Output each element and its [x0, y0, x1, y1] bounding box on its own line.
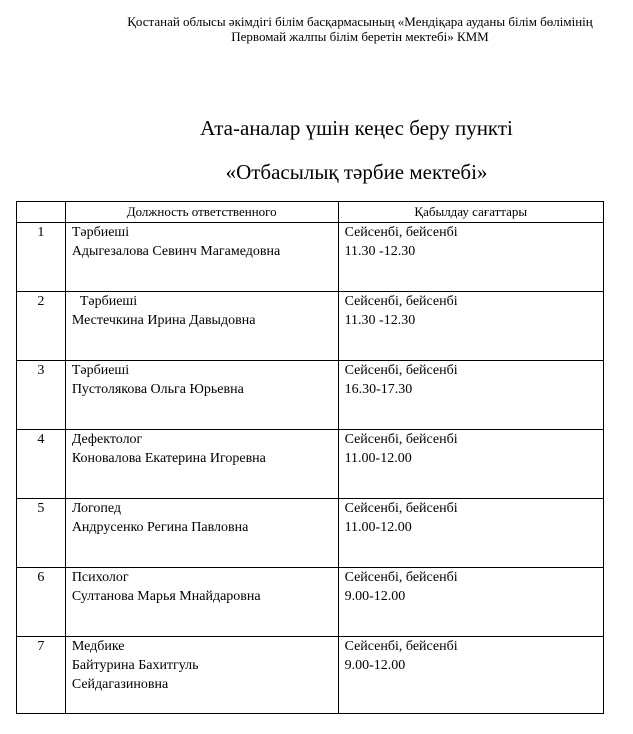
reception-time: 16.30-17.30 — [344, 382, 413, 397]
document-subtitle: «Отбасылық тәрбие мектебі» — [225, 160, 488, 184]
position-title: Психолог — [71, 570, 129, 585]
person-name: Султанова Марья Мнайдаровна — [71, 589, 261, 604]
column-header-position: Должность ответственного — [65, 202, 338, 223]
reception-hours-cell — [338, 292, 603, 361]
consultation-schedule-table — [16, 201, 604, 714]
position-title: Дефектолог — [71, 432, 143, 447]
column-header-hours: Қабылдау сағаттары — [338, 202, 603, 223]
table-row — [17, 292, 604, 361]
position-title: Логопед — [71, 501, 121, 516]
document-header — [90, 14, 630, 44]
row-number: 4 — [17, 430, 66, 499]
row-number: 7 — [17, 637, 66, 714]
person-name: Андрусенко Регина Павловна — [71, 520, 249, 535]
person-name: Коновалова Екатерина Игоревна — [71, 451, 266, 466]
responsible-person-cell — [65, 499, 338, 568]
reception-days: Сейсенбі, бейсенбі — [344, 501, 458, 516]
position-title: Тәрбиеші — [79, 294, 138, 309]
table-row — [17, 223, 604, 292]
table-row — [17, 499, 604, 568]
person-name: Местечкина Ирина Давыдовна — [71, 313, 256, 328]
table-row — [17, 361, 604, 430]
person-name: Адыгезалова Севинч Магамедовна — [71, 244, 281, 259]
reception-hours-cell — [338, 499, 603, 568]
row-number: 2 — [17, 292, 66, 361]
person-patronymic: Сейдагазиновна — [71, 677, 169, 692]
responsible-person-cell — [65, 568, 338, 637]
reception-days: Сейсенбі, бейсенбі — [344, 639, 458, 654]
column-header-number — [17, 202, 66, 223]
header-line-2: Первомай жалпы білім беретін мектебі» КММ — [231, 29, 489, 44]
row-number: 5 — [17, 499, 66, 568]
reception-days: Сейсенбі, бейсенбі — [344, 363, 458, 378]
reception-hours-cell — [338, 361, 603, 430]
table-row — [17, 568, 604, 637]
position-title: Тәрбиеші — [71, 363, 130, 378]
person-name: Байтурина Бахитгуль — [71, 658, 199, 673]
reception-hours-cell — [338, 223, 603, 292]
reception-days: Сейсенбі, бейсенбі — [344, 225, 458, 240]
reception-days: Сейсенбі, бейсенбі — [344, 432, 458, 447]
reception-time: 11.00-12.00 — [344, 451, 412, 466]
reception-time: 11.30 -12.30 — [344, 244, 416, 259]
row-number: 1 — [17, 223, 66, 292]
position-title: Тәрбиеші — [71, 225, 130, 240]
reception-time: 9.00-12.00 — [344, 589, 406, 604]
reception-days: Сейсенбі, бейсенбі — [344, 570, 458, 585]
responsible-person-cell — [65, 223, 338, 292]
table-header-row — [17, 202, 604, 223]
reception-hours-cell — [338, 568, 603, 637]
responsible-person-cell — [65, 361, 338, 430]
row-number: 3 — [17, 361, 66, 430]
document-title: Ата-аналар үшін кеңес беру пункті — [200, 116, 513, 140]
person-name: Пустолякова Ольга Юрьевна — [71, 382, 244, 397]
reception-time: 11.30 -12.30 — [344, 313, 416, 328]
reception-hours-cell — [338, 430, 603, 499]
table-row — [17, 637, 604, 714]
header-line-1: Қостанай облысы әкімдігі білім басқармасының «Мендіқара ауданы білім бөлімінің — [127, 14, 593, 29]
reception-days: Сейсенбі, бейсенбі — [344, 294, 458, 309]
responsible-person-cell — [65, 637, 338, 714]
row-number: 6 — [17, 568, 66, 637]
reception-time: 9.00-12.00 — [344, 658, 406, 673]
reception-time: 11.00-12.00 — [344, 520, 412, 535]
responsible-person-cell — [65, 292, 338, 361]
table-row — [17, 430, 604, 499]
reception-hours-cell — [338, 637, 603, 714]
responsible-person-cell — [65, 430, 338, 499]
position-title: Медбике — [71, 639, 125, 654]
